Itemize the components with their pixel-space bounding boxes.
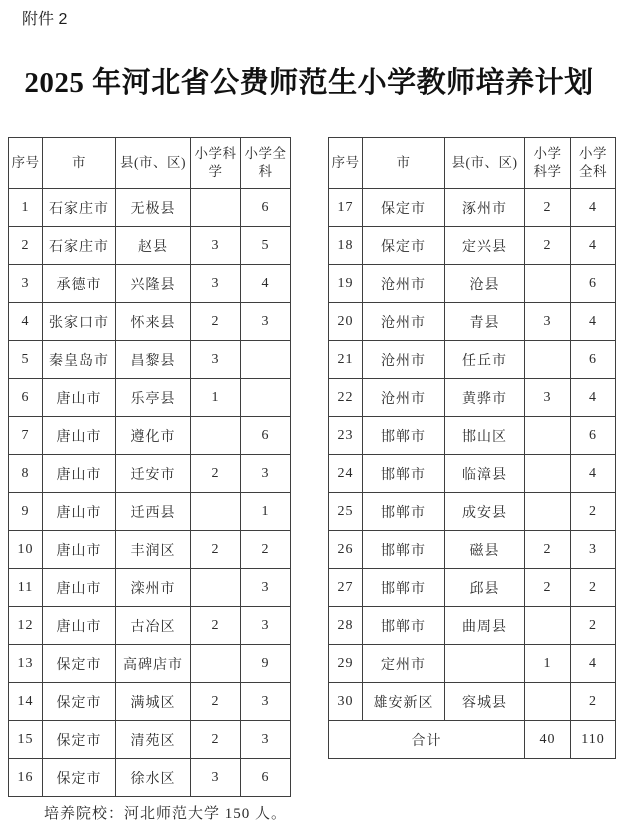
table-cell: 3 — [241, 455, 291, 493]
table-cell: 迁安市 — [116, 455, 191, 493]
table-cell: 4 — [571, 189, 616, 227]
table-cell — [445, 645, 525, 683]
table-cell: 6 — [571, 417, 616, 455]
table-cell: 沧州市 — [363, 265, 445, 303]
table-cell: 保定市 — [43, 721, 116, 759]
table-cell: 承德市 — [43, 265, 116, 303]
table-cell — [191, 569, 241, 607]
table-cell: 邯郸市 — [363, 607, 445, 645]
table-cell: 3 — [241, 721, 291, 759]
table-cell: 9 — [241, 645, 291, 683]
table-cell: 10 — [9, 531, 43, 569]
table-cell: 2 — [191, 683, 241, 721]
table-cell: 2 — [191, 303, 241, 341]
table-cell: 涿州市 — [445, 189, 525, 227]
table-cell: 2 — [191, 721, 241, 759]
table-cell: 3 — [241, 607, 291, 645]
table-cell: 定州市 — [363, 645, 445, 683]
table-cell: 2 — [9, 227, 43, 265]
table-cell: 4 — [571, 303, 616, 341]
table-cell: 古冶区 — [116, 607, 191, 645]
table-cell: 27 — [329, 569, 363, 607]
table-cell — [525, 607, 571, 645]
table-row — [329, 265, 616, 303]
table-cell: 4 — [241, 265, 291, 303]
table-cell: 1 — [241, 493, 291, 531]
table-cell: 6 — [571, 341, 616, 379]
header-row — [9, 138, 291, 189]
page-title: 2025 年河北省公费师范生小学教师培养计划 — [24, 67, 594, 99]
table-cell: 清苑区 — [116, 721, 191, 759]
table-cell: 邱县 — [445, 569, 525, 607]
table-cell: 遵化市 — [116, 417, 191, 455]
table-cell: 4 — [9, 303, 43, 341]
table-cell: 25 — [329, 493, 363, 531]
table-cell: 28 — [329, 607, 363, 645]
col-header-city: 市 — [43, 138, 116, 189]
table-cell: 2 — [525, 531, 571, 569]
table-row — [329, 607, 616, 645]
table-row — [329, 455, 616, 493]
table-row — [329, 417, 616, 455]
table-cell: 3 — [191, 759, 241, 797]
table-cell: 乐亭县 — [116, 379, 191, 417]
table-cell: 6 — [571, 265, 616, 303]
table-cell — [525, 455, 571, 493]
col-header-all-subjects: 小学全科 — [241, 138, 291, 189]
table-cell: 邯山区 — [445, 417, 525, 455]
table-cell: 2 — [241, 531, 291, 569]
table-cell: 3 — [241, 569, 291, 607]
table-cell: 23 — [329, 417, 363, 455]
table-row — [329, 379, 616, 417]
table-cell: 沧州市 — [363, 341, 445, 379]
table-cell — [191, 417, 241, 455]
table-cell: 2 — [571, 607, 616, 645]
table-cell: 26 — [329, 531, 363, 569]
table-cell: 3 — [9, 265, 43, 303]
table-cell: 邯郸市 — [363, 569, 445, 607]
col-header-county: 县(市、区) — [445, 138, 525, 189]
table-cell: 22 — [329, 379, 363, 417]
table-cell: 秦皇岛市 — [43, 341, 116, 379]
table-cell: 磁县 — [445, 531, 525, 569]
table-cell: 保定市 — [43, 683, 116, 721]
table-cell: 4 — [571, 379, 616, 417]
table-cell — [241, 379, 291, 417]
table-cell: 1 — [525, 645, 571, 683]
table-cell: 17 — [329, 189, 363, 227]
plan-table-right — [328, 137, 616, 759]
total-all-subjects-value: 110 — [571, 721, 616, 759]
left-table-header — [9, 138, 291, 189]
table-cell: 雄安新区 — [363, 683, 445, 721]
table-row — [9, 759, 291, 797]
table-cell: 张家口市 — [43, 303, 116, 341]
table-cell: 19 — [329, 265, 363, 303]
table-cell: 唐山市 — [43, 531, 116, 569]
table-cell: 唐山市 — [43, 607, 116, 645]
table-cell: 兴隆县 — [116, 265, 191, 303]
table-row — [9, 721, 291, 759]
table-row — [329, 227, 616, 265]
table-cell: 滦州市 — [116, 569, 191, 607]
table-row — [9, 265, 291, 303]
table-cell: 徐水区 — [116, 759, 191, 797]
table-cell: 2 — [525, 227, 571, 265]
table-cell: 邯郸市 — [363, 531, 445, 569]
total-label: 合计 — [329, 721, 525, 759]
table-cell: 8 — [9, 455, 43, 493]
table-cell — [241, 341, 291, 379]
table-row — [329, 683, 616, 721]
table-row — [329, 303, 616, 341]
table-cell: 12 — [9, 607, 43, 645]
table-cell: 任丘市 — [445, 341, 525, 379]
table-cell — [191, 645, 241, 683]
table-cell: 3 — [241, 683, 291, 721]
plan-table-left — [8, 137, 291, 797]
table-cell: 赵县 — [116, 227, 191, 265]
table-cell: 3 — [525, 303, 571, 341]
attachment-label: 附件 2 — [22, 11, 68, 28]
table-cell: 唐山市 — [43, 569, 116, 607]
table-cell: 2 — [191, 607, 241, 645]
header-row — [329, 138, 616, 189]
total-science-value: 40 — [525, 721, 571, 759]
table-cell: 邯郸市 — [363, 493, 445, 531]
table-cell: 2 — [191, 455, 241, 493]
table-cell: 20 — [329, 303, 363, 341]
table-row — [9, 227, 291, 265]
table-cell: 13 — [9, 645, 43, 683]
table-cell: 唐山市 — [43, 455, 116, 493]
table-cell: 3 — [571, 531, 616, 569]
table-row — [9, 417, 291, 455]
table-cell: 怀来县 — [116, 303, 191, 341]
table-cell: 青县 — [445, 303, 525, 341]
table-cell: 丰润区 — [116, 531, 191, 569]
table-cell: 4 — [571, 227, 616, 265]
table-cell: 5 — [241, 227, 291, 265]
col-header-science: 小学科学 — [525, 138, 571, 189]
table-cell: 4 — [571, 645, 616, 683]
table-cell: 9 — [9, 493, 43, 531]
table-row — [329, 189, 616, 227]
right-table-footer — [329, 721, 616, 759]
table-cell: 昌黎县 — [116, 341, 191, 379]
col-header-science: 小学科学 — [191, 138, 241, 189]
table-cell: 2 — [571, 683, 616, 721]
table-cell: 7 — [9, 417, 43, 455]
table-row — [329, 493, 616, 531]
table-row — [9, 493, 291, 531]
table-cell: 6 — [9, 379, 43, 417]
table-cell — [191, 493, 241, 531]
table-cell: 3 — [241, 303, 291, 341]
total-row — [329, 721, 616, 759]
table-cell: 3 — [191, 227, 241, 265]
right-table-body — [329, 189, 616, 721]
table-cell: 4 — [571, 455, 616, 493]
table-row — [9, 379, 291, 417]
table-cell: 曲周县 — [445, 607, 525, 645]
table-cell: 14 — [9, 683, 43, 721]
table-cell: 唐山市 — [43, 493, 116, 531]
footer-note: 培养院校：河北师范大学 150 人。 — [44, 806, 288, 822]
table-cell: 黄骅市 — [445, 379, 525, 417]
table-cell: 3 — [525, 379, 571, 417]
table-row — [329, 341, 616, 379]
table-cell — [525, 265, 571, 303]
table-cell: 11 — [9, 569, 43, 607]
table-row — [9, 341, 291, 379]
table-cell: 2 — [571, 493, 616, 531]
table-cell: 邯郸市 — [363, 455, 445, 493]
table-cell: 高碑店市 — [116, 645, 191, 683]
table-cell: 6 — [241, 189, 291, 227]
table-cell: 1 — [9, 189, 43, 227]
table-row — [9, 645, 291, 683]
table-cell: 24 — [329, 455, 363, 493]
table-row — [9, 683, 291, 721]
table-cell: 保定市 — [363, 227, 445, 265]
table-row — [9, 607, 291, 645]
table-row — [9, 569, 291, 607]
table-cell: 保定市 — [43, 645, 116, 683]
table-row — [329, 645, 616, 683]
table-cell — [191, 189, 241, 227]
table-cell: 沧州市 — [363, 379, 445, 417]
table-cell — [525, 341, 571, 379]
table-row — [9, 303, 291, 341]
table-cell: 唐山市 — [43, 417, 116, 455]
table-cell: 成安县 — [445, 493, 525, 531]
table-cell — [525, 493, 571, 531]
col-header-serial: 序号 — [9, 138, 43, 189]
table-cell: 临漳县 — [445, 455, 525, 493]
table-cell: 21 — [329, 341, 363, 379]
table-cell: 29 — [329, 645, 363, 683]
table-cell — [525, 683, 571, 721]
right-table-header — [329, 138, 616, 189]
table-cell: 保定市 — [43, 759, 116, 797]
table-cell: 5 — [9, 341, 43, 379]
table-cell: 16 — [9, 759, 43, 797]
table-cell: 保定市 — [363, 189, 445, 227]
table-cell: 石家庄市 — [43, 189, 116, 227]
table-cell: 满城区 — [116, 683, 191, 721]
table-row — [329, 569, 616, 607]
table-cell: 30 — [329, 683, 363, 721]
table-cell: 2 — [525, 189, 571, 227]
col-header-city: 市 — [363, 138, 445, 189]
left-table-body — [9, 189, 291, 797]
table-cell: 无极县 — [116, 189, 191, 227]
table-cell: 2 — [571, 569, 616, 607]
table-cell: 沧县 — [445, 265, 525, 303]
table-cell: 18 — [329, 227, 363, 265]
table-cell: 唐山市 — [43, 379, 116, 417]
table-cell: 15 — [9, 721, 43, 759]
table-cell: 2 — [191, 531, 241, 569]
table-cell: 1 — [191, 379, 241, 417]
table-cell: 沧州市 — [363, 303, 445, 341]
table-cell: 6 — [241, 417, 291, 455]
col-header-serial: 序号 — [329, 138, 363, 189]
table-cell: 石家庄市 — [43, 227, 116, 265]
col-header-county: 县(市、区) — [116, 138, 191, 189]
table-row — [329, 531, 616, 569]
col-header-all-subjects: 小学全科 — [571, 138, 616, 189]
table-cell — [525, 417, 571, 455]
table-cell: 定兴县 — [445, 227, 525, 265]
table-row — [9, 531, 291, 569]
table-cell: 3 — [191, 341, 241, 379]
table-cell: 迁西县 — [116, 493, 191, 531]
table-cell: 2 — [525, 569, 571, 607]
table-cell: 容城县 — [445, 683, 525, 721]
table-row — [9, 455, 291, 493]
table-row — [9, 189, 291, 227]
table-cell: 3 — [191, 265, 241, 303]
table-cell: 6 — [241, 759, 291, 797]
table-cell: 邯郸市 — [363, 417, 445, 455]
